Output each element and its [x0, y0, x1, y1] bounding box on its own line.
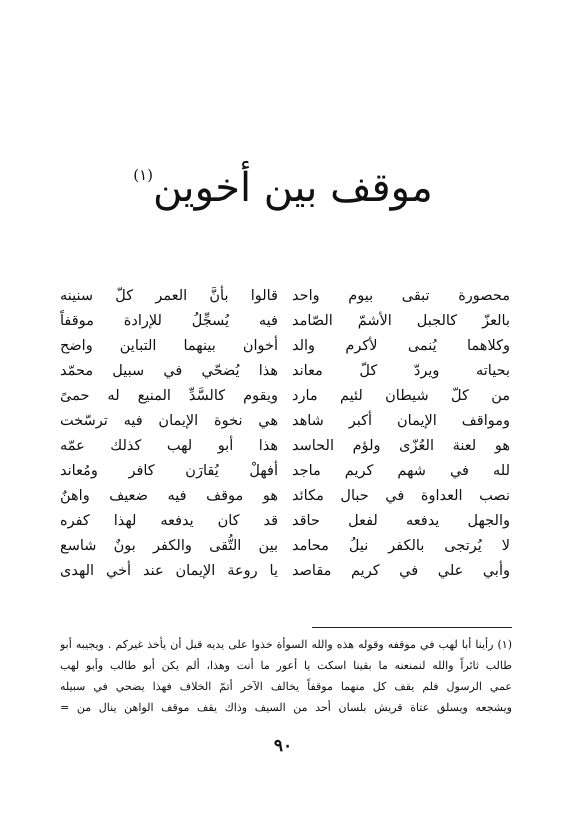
poem-right-column: [60, 284, 278, 584]
verse-hemistich: والجهل يدفعه لفعل حاقد: [292, 513, 510, 529]
verse-hemistich: يا روعة الإيمان عند أخي الهدى: [60, 563, 278, 579]
poem: [60, 284, 510, 584]
verse-hemistich: بحياته ويردّ كلّ معاند: [292, 363, 510, 379]
verse-hemistich: لا يُرتجى بالكفر نيلُ محامد: [292, 538, 510, 554]
footnote-marker: (١): [133, 166, 153, 184]
verse-hemistich: لله في شهم كريم ماجد: [292, 463, 510, 479]
verse-hemistich: ومواقف الإيمان أكبر شاهد: [292, 413, 510, 429]
verse-hemistich: قد كان يدفعه لهذا كفره: [60, 513, 278, 529]
verse-hemistich: نصب العداوة في حبال مكائد: [292, 488, 510, 504]
verse-hemistich: هو موقف فيه ضعيف واهنٌ: [60, 488, 278, 504]
verse-hemistich: من كلّ شيطان لئيم مارد: [292, 388, 510, 404]
title-text: موقف بين أخوين: [152, 165, 433, 211]
footnote-divider: [312, 627, 512, 628]
verse-hemistich: قالوا بأنَّ العمر كلّ سنينه: [60, 288, 278, 304]
verse-hemistich: بين التُّقى والكفر بونٌ شاسع: [60, 538, 278, 554]
verse-hemistich: وأبي علي في كريم مقاصد: [292, 563, 510, 579]
verse-hemistich: هي نخوة الإيمان فيه ترسّخت: [60, 413, 278, 429]
footnote-line: عمي الرسول فلم يقف كل منهما موقفاً يخالف الآخر أتمّ الخلاف فهذا يضحي في سبيله: [60, 680, 512, 693]
verse-hemistich: أفهلْ يُقارَن كافر ومُعاند: [60, 463, 278, 479]
verse-hemistich: فيه يُسجِّلُ للإرادة موقفاً: [60, 313, 278, 329]
verse-hemistich: هو لعنة العُزّى ولؤم الحاسد: [292, 438, 510, 454]
verse-hemistich: أخوان بينهما التباين واضح: [60, 338, 278, 354]
page-title: [0, 165, 566, 211]
footnote-line: طالب ثائراً والله لنمنعنه ما بقينا اسكت يا أعور ما أنت وهذا، ألم يكن أبو طالب وأبو لهب: [60, 659, 512, 672]
verse-hemistich: هذا أبو لهب كذلك عمّه: [60, 438, 278, 454]
verse-hemistich: هذا يُضحّي في سبيل محمّد: [60, 363, 278, 379]
verse-hemistich: ويقوم كالسَّدِّ المنيع له حمىً: [60, 388, 278, 404]
footnote-line: ويشجعه ويسلق عتاة قريش بلسان أحد من السيف وذاك يقف موقف الواهن ينال من =: [60, 701, 512, 714]
poem-left-column: [292, 284, 510, 584]
verse-hemistich: محصورة تبقى بيوم واحد: [292, 288, 510, 304]
verse-hemistich: بالعزّ كالجبل الأشمّ الصّامد: [292, 313, 510, 329]
footnote: [60, 634, 512, 718]
verse-hemistich: وكلاهما يُنمى لأكرم والد: [292, 338, 510, 354]
page-number: ٩٠: [273, 736, 293, 756]
footnote-line: (١) رأينا أبا لهب في موقفه وقوله هذه والله السوأة خذوا على يديه قبل أن يأخذ غيركم . ويجيبه أبو: [60, 638, 512, 651]
